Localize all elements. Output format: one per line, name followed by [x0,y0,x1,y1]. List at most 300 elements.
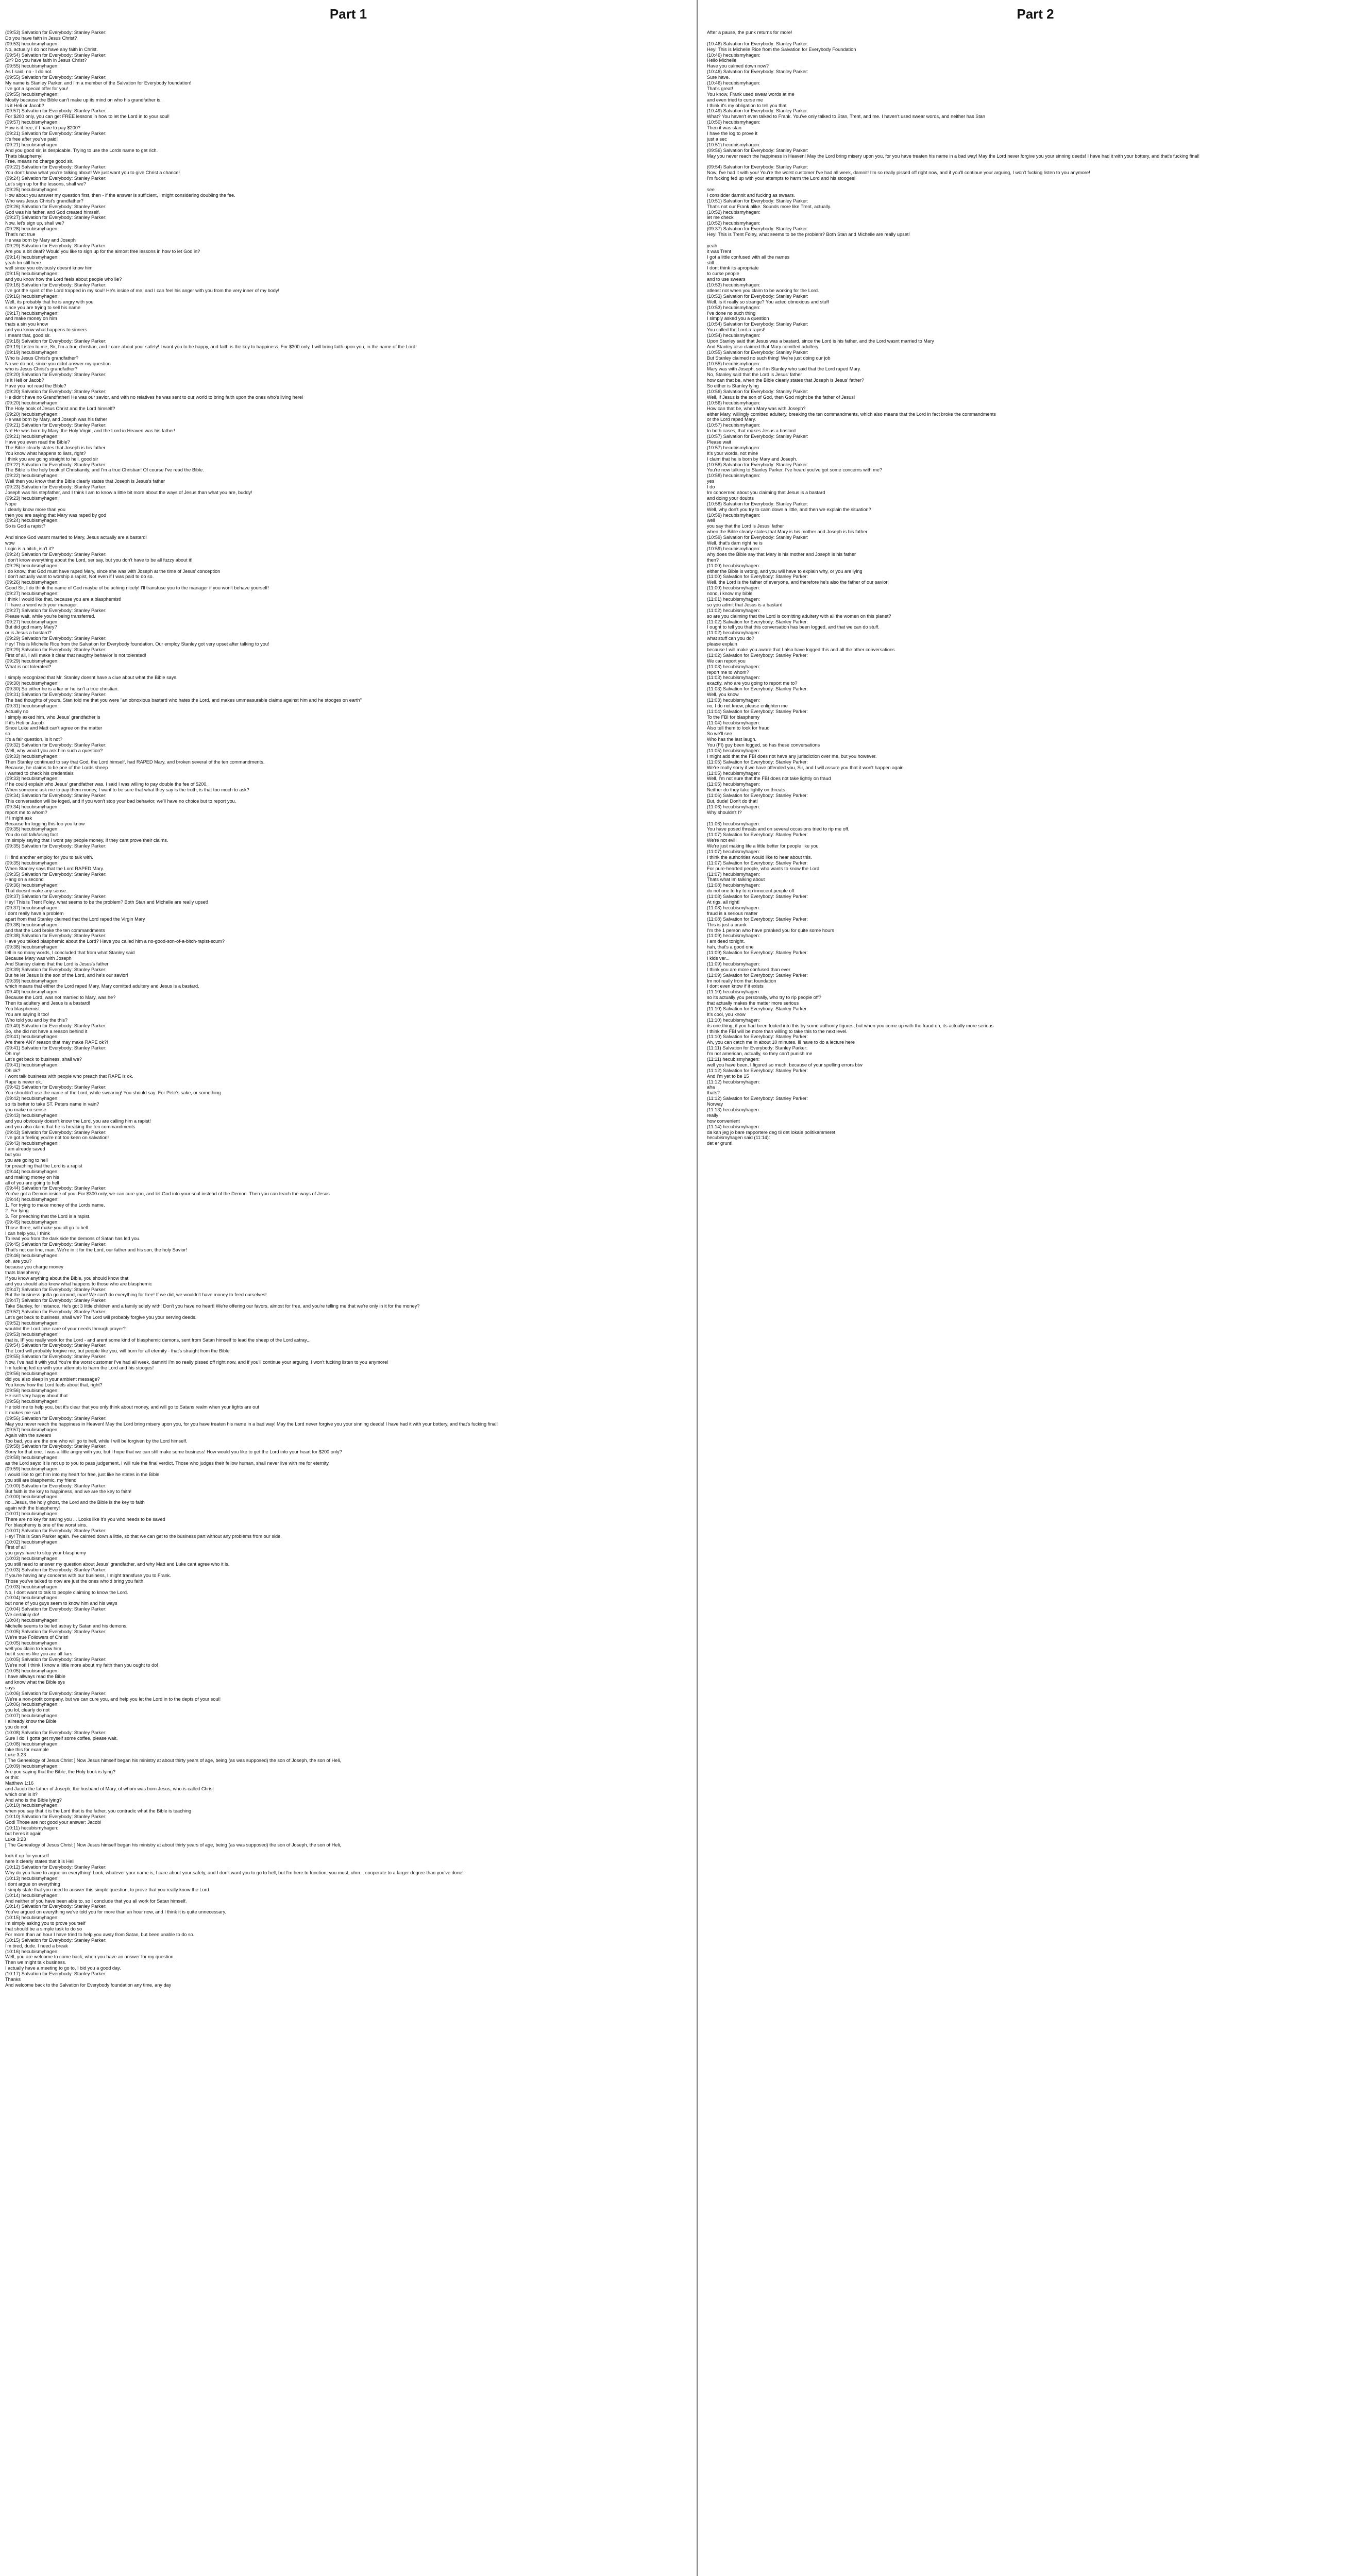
transcript-line: Im simply asking you to prove yourself [5,1921,86,1926]
transcript-line: (09:43) hecubismyhagen: [5,1112,59,1118]
transcript-line: (09:17) hecubismyhagen: [5,310,59,316]
transcript-line: (10:55) Salvation for Everybody: Stanley Parker: [707,349,808,355]
transcript-line: (10:57) hecubismyhagen: [707,445,760,450]
transcript-line: You blasphemist [5,1006,40,1011]
transcript-line: (10:56) Salvation for Everybody: Stanley Parker: [707,389,808,394]
transcript-line: Im not really from that foundation [707,978,776,984]
transcript-line: (09:35) hecubismyhagen: [5,826,59,832]
transcript-line: (09:57) hecubismyhagen: [5,120,59,125]
transcript-line: I think you are going straight to hell, good sir [5,456,98,462]
transcript-line: I am deed tonight. [707,939,745,944]
transcript-line: (10:52) hecubismyhagen: [707,209,760,215]
transcript-line: Then we might talk business. [5,1960,66,1965]
transcript-line: I'm fucking fed up with your attempts to harm the Lord and his stooges! [5,1365,154,1370]
transcript-line: (11:07) Salvation for Everybody: Stanley Parker: [707,860,808,866]
transcript-line: (09:28) hecubismyhagen: [5,226,59,232]
transcript-line: since you are trying to sell his name [5,304,81,310]
transcript-line: Upon Stanley said that Jesus was a bastard, since the Lord is his father, and the Lord wasnt married to Mary [707,338,934,344]
transcript-line: (11:10) hecubismyhagen: [707,1017,760,1023]
transcript-line: (09:41) Salvation for Everybody: Stanley Parker: [5,1045,107,1051]
transcript-line: (10:59) hecubismyhagen: [707,512,760,518]
transcript-line: (10:04) Salvation for Everybody: Stanley Parker: [5,1606,107,1612]
transcript-line: its one thing, if you had been fooled into this by some authority figures, but when you come up with the fraud on, its actually more serious [707,1023,994,1028]
transcript-line: You have posed threats and on several occasions tried to rip me off. [707,826,850,832]
transcript-line: We're true Followers of Christ! [5,1634,69,1640]
transcript-line: I claim that he is born by Mary and Joseph. [707,456,798,462]
transcript-line: (10:17) Salvation for Everybody: Stanley Parker: [5,1971,107,1977]
transcript-line: Well, I'm not sure that the FBI does not take lightly on fraud [707,776,831,782]
transcript-line: (09:23) hecubismyhagen: [5,495,59,501]
transcript-line: take this for example [5,1747,49,1752]
transcript-line: look it up for yourself [5,1853,49,1859]
transcript-line: I'm not american, actually, so they can't punish me [707,1051,813,1057]
transcript-line: you do not [5,1724,27,1730]
transcript-line: (10:01) hecubismyhagen: [5,1511,59,1517]
transcript-line: Then it was stan [707,125,741,131]
transcript-line: But he let Jesus is the son of the Lord, and he's our savior! [5,972,128,978]
transcript-line: If he could explain who Jesus' grandfather was, I said I was willing to pay double the fee of $200. [5,782,208,787]
transcript-line: (09:33) hecubismyhagen: [5,753,59,759]
transcript-line: when you say that it is the Lord that is the father, you contradic what the Bible is teaching [5,1808,192,1814]
transcript-line: Sure I do! I gotta get myself some coffee, please wait. [5,1735,118,1741]
transcript-line: (10:11) hecubismyhagen: [5,1825,58,1831]
transcript-line: Sir? Do you have faith in Jesus Christ? [5,58,87,63]
transcript-line: I allready know the Bible [5,1719,57,1724]
transcript-line: (10:00) Salvation for Everybody: Stanley Parker: [5,1483,107,1488]
transcript-line: (11:03) Salvation for Everybody: Stanley Parker: [707,686,808,692]
transcript-line: but none of you guys seem to know him and his ways [5,1601,117,1606]
transcript-line: and that the Lord broke the ten commandments [5,927,105,933]
transcript-line: (09:14) hecubismyhagen: [5,254,59,260]
transcript-line: (09:16) Salvation for Everybody: Stanley Parker: [5,282,107,288]
transcript-line: and make money on him [5,316,57,321]
transcript-line: I'm tired, dude. I need a break [5,1943,68,1948]
transcript-line: and you know what happens to sinners [5,327,87,333]
transcript-line: (09:56) hecubismyhagen: [5,1370,59,1376]
transcript-line: That's not our line, man. We're in it for the Lord, our father and his son, the holy Savior! [5,1247,188,1253]
transcript-line: Please wait, while you're being transferred. [5,613,95,619]
transcript-line: (10:46) hecubismyhagen: [707,80,760,86]
transcript-line: (10:15) hecubismyhagen: [5,1915,59,1921]
transcript-line: yes [707,479,715,484]
transcript-line: and to use swears [707,277,746,282]
transcript-line: (09:42) hecubismyhagen: [5,1096,59,1101]
transcript-line: (10:46) Salvation for Everybody: Stanley Parker: [707,69,808,75]
transcript-line: Take Stanley, for instance. He's got 3 little children and a family solely with! Don't you have no heart! We're offering our favors, almost for free, and you're telling me that we're only in it for the money? [5,1303,420,1309]
transcript-line: (09:44) hecubismyhagen: [5,1197,59,1202]
transcript-line: (09:56) hecubismyhagen: [5,1399,59,1404]
transcript-line: (09:33) hecubismyhagen: [5,776,59,782]
transcript-line: nono, i know my bible [707,591,753,597]
transcript-line: You called the Lord a rapist! [707,327,766,333]
transcript-line: We're just making life a little better for people like you [707,843,819,849]
transcript-line: (11:10) hecubismyhagen: [707,989,760,995]
transcript-line: (10:46) hecubismyhagen: [707,52,760,58]
transcript-line: which one is it? [5,1791,38,1797]
part-2-column [699,0,1369,2576]
transcript-line: (09:36) hecubismyhagen: [5,883,59,888]
transcript-line: I considder damnit and fucking as swears. [707,192,796,198]
transcript-line: Then Stanley continued to say that God, the Lord himself, had RAPED Mary, and broken several of the ten commandments. [5,759,265,765]
transcript-line: For pure-hearted people, who wants to know the Lord [707,866,820,871]
transcript-line: We certainly do! [5,1612,39,1618]
transcript-line: (09:58) Salvation for Everybody: Stanley Parker: [5,1444,107,1449]
transcript-line: Have you even read the Bible? [5,439,70,445]
transcript-line: My name is Stanley Parker, and I'm a member of the Salvation for Everybody foundation! [5,80,192,86]
transcript-line: The Lord will probably forgive me, but people like you, will burn for all eternity - that's straight from the Bible. [5,1348,231,1354]
transcript-line: (10:00) hecubismyhagen: [5,1494,59,1500]
transcript-line: (09:21) hecubismyhagen: [5,142,59,147]
transcript-line: hecubismyhagen said (11:14): [707,1135,770,1141]
transcript-line: (09:27) Salvation for Everybody: Stanley Parker: [5,607,107,613]
transcript-line: because you charge money [5,1264,63,1269]
transcript-line: (09:22) Salvation for Everybody: Stanley Parker: [5,164,107,170]
transcript-line: (09:38) Salvation for Everybody: Stanley Parker: [5,933,107,939]
transcript-line: He was born by Mary, and Joseph was his father [5,417,107,422]
transcript-line: (09:34) hecubismyhagen: [5,804,59,809]
transcript-line: (11:02) hecubismyhagen: [707,630,760,636]
transcript-line: Please wait [707,439,731,445]
transcript-line: (10:10) Salvation for Everybody: Stanley Parker: [5,1814,107,1820]
transcript-line: What is not tolerated? [5,664,52,669]
transcript-line: did you also sleep in your ambient message? [5,1376,100,1382]
transcript-line: so [5,731,10,737]
transcript-line: Neither do they take lightly on threats [707,787,785,793]
transcript-line: (09:42) Salvation for Everybody: Stanley Parker: [5,1084,107,1090]
transcript-line: (09:52) Salvation for Everybody: Stanley Parker: [5,1309,107,1315]
transcript-line: well you claim to know him [5,1646,61,1651]
transcript-line: This is just a prank [707,922,747,927]
transcript-line: atleast not when you claim to be working for the Lord. [707,287,819,293]
transcript-line: (09:24) Salvation for Everybody: Stanley Parker: [5,176,107,181]
transcript-line: (10:51) Salvation for Everybody: Stanley Parker: [707,198,808,204]
transcript-line: (09:39) Salvation for Everybody: Stanley Parker: [5,967,107,972]
transcript-line: da kan jeg jo bare rapportere deg til det lokale politikammeret [707,1129,836,1135]
transcript-line: (10:52) hecubismyhagen: [707,221,760,226]
transcript-line: Do you have faith in Jesus Christ? [5,35,77,41]
transcript-line: The Bible is the holy book of Christianity, and I'm a true Christian! Of course I've read the Bible. [5,467,204,473]
transcript-line: But did god marry Mary? [5,624,57,630]
transcript-line: Joseph was his stepfather, and I think I am to know a little bit more about the ways of Jesus than what you are, buddy! [5,490,252,496]
transcript-line: I'm fucking fed up with your attempts to harm the Lord and his stooges! [707,176,856,181]
transcript-line: (09:20) Salvation for Everybody: Stanley Parker: [5,389,107,394]
transcript-line: I ought to tell you that this conversation has been logged, and that we can do stuff. [707,624,880,630]
transcript-line: (09:39) hecubismyhagen: [5,978,59,984]
transcript-line: (10:06) Salvation for Everybody: Stanley Parker: [5,1690,107,1696]
transcript-line: (09:24) Salvation for Everybody: Stanley Parker: [5,551,107,557]
transcript-line: you guys have to stop your blasphemy [5,1550,86,1556]
transcript-line: In both cases, that makes Jesus a bastard [707,428,796,434]
transcript-line: (09:56) Salvation for Everybody: Stanley Parker: [5,1415,107,1421]
transcript-line: and even tried to curse me [707,97,763,103]
transcript-line: (09:18) Salvation for Everybody: Stanley Parker: [5,338,107,344]
transcript-line: No! He was born by Mary, the Holy Virgin, and the Lord in Heaven was his father! [5,428,176,434]
transcript-line: and you know how the Lord feels about people who lie? [5,277,122,282]
transcript-line: when the Bible clearly states that Mary is his mother and Joseph is his father [707,529,868,535]
transcript-line: (11:02) Salvation for Everybody: Stanley Parker: [707,652,808,658]
transcript-line: We're not evil! [707,838,737,843]
transcript-line: but you [5,1152,21,1158]
transcript-line: I simply recognized that Mr. Stanley doesnt have a clue about what the Bible says. [5,675,178,681]
transcript-line: (11:09) hecubismyhagen: [707,961,760,967]
transcript-line: you say that the Lord is Jesus' father [707,523,784,529]
transcript-line: But the business gotta go around, man! We can't do everything for free! If we did, we wouldn't have money to feed ourselves! [5,1292,267,1298]
transcript-line: report me to whom? [707,669,749,675]
transcript-line: (09:59) hecubismyhagen: [5,1466,59,1471]
transcript-line: (11:05) hecubismyhagen: [707,770,760,776]
transcript-line: The bad thoughts of yours. Stan told me that you were "an obnoxious bastard who hates the Lord, and makes ummeasurable claims against him and he stooges on earth" [5,697,362,703]
transcript-line: (09:24) hecubismyhagen: [5,518,59,523]
transcript-line: again with the blasphemy! [5,1505,60,1511]
transcript-line: (10:55) hecubismyhagen: [707,361,760,366]
transcript-line: (09:54) Salvation for Everybody: Stanley Parker: [707,164,808,170]
transcript-line: Im concerned about you claiming that Jesus is a bastard [707,490,825,496]
transcript-line: (10:14) Salvation for Everybody: Stanley Parker: [5,1904,107,1909]
transcript-line: Oh my! [5,1051,21,1057]
transcript-line: Because, he claims to be one of the Lords sheep [5,765,108,770]
transcript-line: but heres it again [5,1831,42,1836]
transcript-line: (11:09) Salvation for Everybody: Stanley Parker: [707,972,808,978]
transcript-line: (11:11) hecubismyhagen: [707,1056,760,1062]
transcript-line: I think I would like that, because you are a blasphemist! [5,596,122,602]
transcript-line: (10:16) hecubismyhagen: [5,1948,59,1954]
transcript-line: and you should also know what happens to those who are blasphemic [5,1281,152,1286]
transcript-line: No, actually I do not have any faith in Christ. [5,46,98,52]
transcript-line: (09:27) hecubismyhagen: [5,591,59,597]
transcript-line: I do know, that God must have raped Mary, since she was with Joseph at the time of Jesus' conception [5,568,221,574]
transcript-line: you make no sense [5,1107,46,1112]
transcript-line: (11:06) hecubismyhagen: [707,804,760,809]
transcript-line: (09:34) Salvation for Everybody: Stanley Parker: [5,793,107,799]
transcript-line: (10:53) hecubismyhagen: [707,304,760,310]
transcript-line: Because Mary was with Joseph [5,955,72,961]
transcript-line: You shouldn't use the name of the Lord, while swearing! You should say: For Pete's sake, or something [5,1090,221,1096]
transcript-line: (11:07) Salvation for Everybody: Stanley Parker: [707,832,808,838]
transcript-line: Logic is a bitch, isn't it? [5,546,54,551]
transcript-line: You know what happens to liars, right? [5,450,86,456]
transcript-line: How is it free, if I have to pay $200? [5,125,81,131]
transcript-line: I dont really have a problem [5,910,64,916]
transcript-line: Let's sign up for the lessons, shall we? [5,181,87,187]
transcript-line: I wanted to check his credentials [5,770,74,776]
transcript-line: (10:06) hecubismyhagen: [5,1702,59,1707]
transcript-line: (09:23) Salvation for Everybody: Stanley Parker: [5,484,107,490]
transcript-line: And welcome back to the Salvation for Everybody foundation any time, any day [5,1982,172,1988]
transcript-line: We're really sorry if we have offended you, Sir, and I will assure you that it won't happen again [707,765,904,770]
transcript-line: (11:08) Salvation for Everybody: Stanley Parker: [707,894,808,900]
transcript-line: If it's Heli or Jacob [5,720,44,725]
transcript-line: (09:37) Salvation for Everybody: Stanley Parker: [707,226,808,232]
transcript-line: Hey! This is Trent Foley, what seems to be the problem? Both Stan and Michelle are really upset! [707,232,910,238]
transcript-line: For blasphemy is one of the worst sins. [5,1522,88,1528]
transcript-line: really [707,1112,718,1118]
transcript-line: (09:21) hecubismyhagen: [5,434,59,439]
transcript-line: Because Im logging this too you know [5,821,85,826]
transcript-line: I got a little confused with all the names [707,254,790,260]
transcript-line: (11:11) Salvation for Everybody: Stanley Parker: [707,1045,808,1051]
transcript-line: I don't know everything about the Lord, ser say, but you don't have to be all fuzzy about it! [5,557,193,563]
transcript-line: 2. For lying [5,1208,29,1214]
transcript-line: I have allways read the Bible [5,1673,65,1679]
transcript-line: Let's get back to business, shall we? The Lord will probably forgive you your serving deeds. [5,1314,197,1320]
transcript-line: Well, its probably that he is angry with you [5,299,94,304]
transcript-line: Now, I've had it with you! You're the worst customer I've had all week, damnit! I'm so really pissed off right now, and if you'll continue your arguing, I won't fucking listen to you anymore! [5,1360,388,1365]
transcript-line: fraud is a serious matter [707,910,758,916]
transcript-line: I simply state that you need to answer this simple question, to prove that you really know the Lord. [5,1887,211,1892]
transcript-line: so its actually you personally, who try to rip people off? [707,995,821,1001]
transcript-line: (11:13) hecubismyhagen: [707,1107,760,1112]
transcript-line: (09:20) hecubismyhagen: [5,400,59,405]
transcript-line: (09:27) Salvation for Everybody: Stanley Parker: [5,215,107,221]
transcript-line: That's not our Frank alike. Sounds more like Trent, actually. [707,204,832,209]
transcript-line: (10:05) Salvation for Everybody: Stanley Parker: [5,1629,107,1634]
part-1-transcript [5,30,691,1988]
transcript-line: We're not! I think I know a little more about my faith than you ought to do! [5,1663,158,1668]
transcript-line: how convenient [707,1118,740,1124]
transcript-line: After a pause, the punk returns for more! [707,30,792,35]
transcript-line: It's your words, not mine [707,450,758,456]
transcript-line: (11:05) Salvation for Everybody: Stanley Parker: [707,759,808,765]
transcript-line: (09:44) Salvation for Everybody: Stanley Parker: [5,1185,107,1191]
transcript-line: Is it Heli or Jacob? [5,378,44,383]
transcript-line: Who has the last laugh. [707,737,757,742]
transcript-line: (11:09) hecubismyhagen: [707,933,760,939]
transcript-line: says [5,1685,15,1690]
transcript-line: I actually have a meeting to go to, I bid you a good day. [5,1965,121,1971]
transcript-line: I don't actually want to worship a rapist, Not even if I was paid to do so. [5,574,154,580]
transcript-line: You do not talk/using fact [5,832,58,838]
transcript-line: (10:54) hecubismyhagen: [707,333,760,338]
transcript-line: (11:10) Salvation for Everybody: Stanley Parker: [707,1034,808,1040]
transcript-line: what stuff can you do? [707,636,754,641]
transcript-line: (09:15) hecubismyhagen: [5,271,59,277]
transcript-line: Luke 3:23 [5,1752,26,1758]
transcript-line: (11:10) Salvation for Everybody: Stanley Parker: [707,1006,808,1011]
transcript-line: Why do you have to argue on everything! Look, whatever your name is, I care about your safety, and I don't want you to go to hell, but I'm here to function, you must, uhm... cooperate to a larger degree than you've done! [5,1870,464,1876]
transcript-line: So is God a rapist? [5,523,46,529]
transcript-line: No, Stanley said that the Lord is Jesus' father [707,372,802,378]
transcript-line: (11:00) Salvation for Everybody: Stanley Parker: [707,574,808,580]
transcript-line: Ah, you can catch me in about 10 minutes. Ill have to do a lecture here [707,1040,855,1045]
transcript-line: (09:32) Salvation for Everybody: Stanley Parker: [5,742,107,748]
transcript-line: You (FI) guy been logged, so has these conversations [707,742,820,748]
transcript-line: So, she did not have a reason behind it [5,1028,88,1034]
transcript-line: and you obviously doesn't know the Lord, you are calling him a rapist! [5,1118,151,1124]
transcript-line: For more than an hour I have tried to help you away from Satan, but been unable to do so. [5,1931,195,1937]
transcript-line: (09:38) hecubismyhagen: [5,944,59,950]
transcript-line: I've got a feeling you're not too keen on salvation! [5,1135,109,1141]
transcript-line: (09:31) hecubismyhagen: [5,703,59,708]
transcript-line: Have you not read the Bible? [5,383,66,389]
transcript-line: Again with the swears [5,1432,52,1438]
transcript-line: I kids ver... [707,955,730,961]
transcript-line: (10:58) hecubismyhagen: [707,473,760,479]
transcript-line: Michelle seems to be led astray by Satan and his demons. [5,1623,128,1629]
transcript-line: (09:27) hecubismyhagen: [5,619,59,624]
transcript-line: to curse people [707,271,739,277]
transcript-line: Hey! This is Stan Parker again. I've calmed down a little, so that we can get to the business part without any problems from our side. [5,1533,282,1539]
transcript-line: (10:03) hecubismyhagen: [5,1584,59,1589]
transcript-line: and making money on his [5,1174,59,1180]
transcript-line: (11:02) hecubismyhagen: [707,607,760,613]
transcript-line: (09:40) Salvation for Everybody: Stanley Parker: [5,1023,107,1028]
transcript-line: (09:22) Salvation for Everybody: Stanley Parker: [5,462,107,467]
transcript-line: (09:26) Salvation for Everybody: Stanley Parker: [5,204,107,209]
blank-line [707,159,1364,164]
transcript-line: wouldnt the Lord take care of your needs through prayer? [5,1326,126,1331]
transcript-line: (11:01) hecubismyhagen: [707,596,760,602]
transcript-line: Luke 3:23 [5,1836,26,1842]
part-2-title: Part 2 [1017,6,1054,22]
transcript-line: I think the authorities would like to hear about this. [707,854,812,860]
transcript-line: or the Lord raped Mary. [707,417,756,422]
transcript-line: Well, the Lord is the father of everyone, and therefore he's also the father of our savior! [707,580,889,585]
transcript-line: (11:06) hecubismyhagen: [707,821,760,826]
transcript-line: (09:25) hecubismyhagen: [5,563,59,568]
transcript-line: I meant that, good sir. [5,333,51,338]
transcript-line: and Jacob the father of Joseph, the husband of Mary, of whom was born Jesus, who is called Christ [5,1786,214,1791]
transcript-line: (10:56) hecubismyhagen: [707,400,760,405]
transcript-line: I have the log to prove it [707,131,758,137]
transcript-line: Hello Michelle [707,58,737,63]
transcript-line: Sure have. [707,75,730,80]
transcript-line: still [707,260,714,265]
transcript-line: Hey! This is Trent Foley, what seems to be the problem? Both Stan and Michelle are really upset! [5,900,208,905]
transcript-line: as the Lord says: It is not up to you to pass judgement, I will rule the final verdict. Those who judges their fellow human, shall never live with me for eternity. [5,1461,330,1466]
transcript-line: (09:52) hecubismyhagen: [5,1320,59,1326]
transcript-line: (09:16) hecubismyhagen: [5,293,59,299]
transcript-line: (10:05) Salvation for Everybody: Stanley Parker: [5,1657,107,1663]
transcript-line: Sorry for that one. I was a little angry with you, but I hope that we can still make some business! How would you like to get the Lord into your heart for $200 only? [5,1449,342,1455]
transcript-line: (09:57) Salvation for Everybody: Stanley Parker: [5,108,107,114]
transcript-line: But Stanley claimed no such thing! We're just doing our job [707,355,831,361]
transcript-line: Now, let's sign up, shall we? [5,221,64,226]
transcript-line: What? You haven't even talked to Frank. You've only talked to Stan, Trent, and me. I haven't used swear words, and neither has Stan [707,114,986,120]
transcript-line: (09:55) Salvation for Everybody: Stanley Parker: [5,1354,107,1360]
transcript-line: hah, that's a good one [707,944,754,950]
transcript-line: (11:03) hecubismyhagen: [707,675,760,681]
transcript-line: And you good sir, is despicable. Trying to use the Lords name to get rich. [5,147,158,153]
transcript-line: (09:43) hecubismyhagen: [5,1141,59,1146]
transcript-line: Free, means no charge good sir. [5,159,74,164]
transcript-line: that is, IF you really work for the Lord - and arent some kind of blasphemic demons, sent from Satan himself to lead the sheep of the Lord astray... [5,1337,311,1343]
transcript-line: (09:54) Salvation for Everybody: Stanley Parker: [5,52,107,58]
transcript-line: (10:14) hecubismyhagen: [5,1892,59,1898]
transcript-line: apart from that Stanley claimed that the Lord raped the Virgin Mary [5,916,145,922]
transcript-line: Oh ok? [5,1067,21,1073]
transcript-line: (10:12) Salvation for Everybody: Stanley Parker: [5,1865,107,1870]
transcript-line: yeah [707,243,717,248]
transcript-line: (10:53) Salvation for Everybody: Stanley Parker: [707,293,808,299]
transcript-line: You know how the Lord feels about that, right? [5,1382,103,1387]
transcript-line: (10:08) Salvation for Everybody: Stanley Parker: [5,1730,107,1735]
transcript-line: (10:05) hecubismyhagen: [5,1640,59,1646]
transcript-line: Have you calmed down now? [707,63,769,69]
transcript-line: (09:30) So either he is a liar or he isn't a true christian. [5,686,119,692]
transcript-line: I dont even know if it exists [707,984,764,989]
transcript-line: (11:02) Salvation for Everybody: Stanley Parker: [707,619,808,624]
transcript-line: for preaching that the Lord is a rapist [5,1163,82,1168]
transcript-line: At rigs, all right! [707,900,740,905]
transcript-line: When someone ask me to pay them money, I want to be sure that what they say is the truth, is that too much to ask? [5,787,249,793]
transcript-line: then? [707,557,719,563]
transcript-line: (11:03) hecubismyhagen: [707,664,760,669]
transcript-line: If you know anything about the Bible, you should know that [5,1275,129,1281]
transcript-line: He isn't very happy about that [5,1393,68,1399]
transcript-line: Im simply saying that I wont pay people money, if they cant prove their claims. [5,838,168,843]
transcript-line: The Holy book of Jesus Christ and the Lord himself? [5,405,115,411]
transcript-line: God! Those are not good your answer: Jacob! [5,1820,102,1825]
